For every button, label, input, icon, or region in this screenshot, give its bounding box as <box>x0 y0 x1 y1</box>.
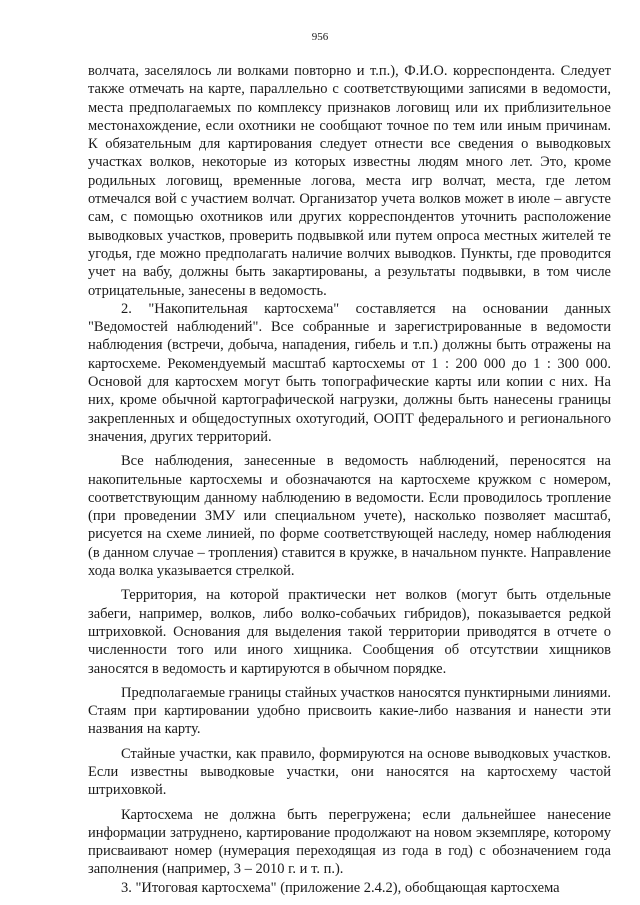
paragraph-territory: Территория, на которой практически нет волков (могут быть отдельные забеги, например, волков, либо волко-собачьих гибридов), показывается редкой штриховкой. Основания для выделения такой территории приводятся в отчете о численности того или иного хищника. Сообщения об отсутствии хищников заносятся в ведомость и картируются в обычном порядке. <box>88 587 611 677</box>
paragraph-pack-areas: Стайные участки, как правило, формируются на основе выводковых участков. Если известны выводковые участки, они наносятся на картосхему частой штриховкой. <box>88 745 611 799</box>
document-body <box>88 62 611 897</box>
paragraph-map-overload: Картосхема не должна быть перегружена; если дальнейшее нанесение информации затруднено, картирование продолжают на новом экземпляре, которому присваивают номер (нумерация переходящая из года в год) с обозначением года заполнения (например, 3 – 2010 г. и т. п.). <box>88 806 611 878</box>
page-number: 956 <box>311 31 329 43</box>
paragraph-accumulative-map: 2. "Накопительная картосхема" составляется на основании данных "Ведомостей наблюдений". Все собранные и зарегистрированные в ведомости наблюдения (встречи, добыча, нападения, гибель и т.п.) должны быть отражены на картосхеме. Рекомендуемый масштаб картосхемы от 1 : 200 000 до 1 : 300 000. Основой для картосхем могут быть топографические карты или копии с них. На них, кроме обычной картографической нагрузки, должны быть нанесены границы закрепленных и общедоступных охотугодий, ООПТ федерального и регионального значения, других территорий. <box>88 300 611 445</box>
paragraph-observations: Все наблюдения, занесенные в ведомость наблюдений, переносятся на накопительные картосхемы и обозначаются на картосхеме кружком с номером, соответствующим данному наблюдению в ведомости. Если проводилось тропление (при проведении ЗМУ или специальном учете), насколько позволяет масштаб, рисуется на схеме линией, по форме соответствующей наследу, номер наблюдения (в данном случае – тропления) ставится в кружке, в начальном пункте. Направление хода волка указывается стрелкой. <box>88 453 611 580</box>
paragraph-continuation: волчата, заселялось ли волками повторно и т.п.), Ф.И.О. корреспондента. Следует также отмечать на карте, параллельно с соответствующими записями в ведомости, места предполагаемых по комплексу признаков логовищ или их приблизительное местонахождение, если охотники не сообщают точное по тем или иным причинам. К обязательным для картирования следует отнести все сведения о выводковых участках волков, некоторые из которых известны людям много лет. Это, кроме родильных логовищ, временные логова, места игр волчат, места, где летом отмечался вой с участием волчат. Организатор учета волков может в июле – августе сам, с помощью охотников или других корреспондентов уточнить расположение выводковых участков, проверить подвывкой или путем опроса местных жителей те угодья, где можно предполагать наличие волчих выводков. Пункты, где проводится учет на вабу, должны быть закартированы, а результаты подвывки, в том числе отрицательные, занесены в ведомость. <box>88 63 611 299</box>
paragraph-final-map: 3. "Итоговая картосхема" (приложение 2.4.2), обобщающая картосхема <box>121 879 560 896</box>
paragraph-pack-boundaries: Предполагаемые границы стайных участков наносятся пунктирными линиями. Стаям при картировании удобно присвоить какие-либо названия и нанести эти названия на карту. <box>88 684 611 738</box>
